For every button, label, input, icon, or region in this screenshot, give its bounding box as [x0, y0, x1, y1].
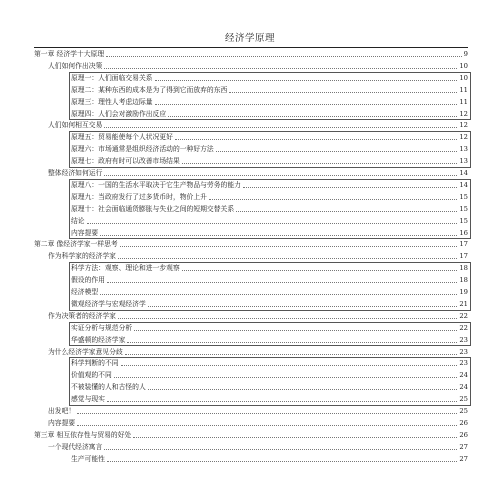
toc-entry-page: 24 — [459, 371, 468, 380]
toc-entry-title: 原理九：当政府发行了过多货币时，物价上升 — [71, 192, 207, 201]
toc-dot-leader — [77, 425, 457, 426]
toc-entry-page: 11 — [459, 97, 468, 106]
toc-entry-page: 12 — [459, 133, 468, 142]
toc-entry[interactable] — [48, 168, 468, 178]
toc-entry-title: 感觉与现实 — [71, 395, 105, 404]
toc-entry-page: 12 — [459, 109, 468, 118]
toc-entry-page: 15 — [459, 216, 468, 225]
toc-entry[interactable] — [48, 406, 468, 416]
toc-entry-page: 11 — [459, 85, 468, 94]
toc-entry-title: 内容提要 — [71, 228, 99, 237]
toc-entry-title: 原理八：一国的生活水平取决于它生产物品与劳务的能力 — [71, 180, 241, 189]
toc-dot-leader — [77, 413, 457, 414]
toc-entry-page: 10 — [459, 73, 468, 82]
toc-dot-leader — [104, 68, 457, 69]
toc-entry-page: 21 — [459, 299, 468, 308]
toc-dot-leader — [125, 354, 458, 355]
header-rule — [34, 47, 468, 48]
toc-entry-title: 原理二：某种东西的成本是为了得到它而放弃的东西 — [71, 85, 228, 94]
toc-entry-page: 13 — [459, 145, 468, 154]
toc-entry[interactable] — [71, 454, 468, 464]
toc-entry-page: 17 — [459, 240, 468, 249]
toc-entry-page: 17 — [459, 252, 468, 261]
toc-entry-title: 结论 — [71, 216, 85, 225]
toc-entry[interactable] — [48, 311, 468, 321]
toc-entry-title: 原理四：人们会对激励作出反应 — [71, 109, 167, 118]
toc-entry-title: 原理三：理性人考虑边际量 — [71, 97, 153, 106]
toc-entry-page: 24 — [459, 383, 468, 392]
toc-entry-title: 经济模型 — [71, 288, 99, 296]
toc-entry-page: 14 — [459, 169, 468, 177]
toc-group-frame — [69, 131, 471, 168]
toc-entry[interactable] — [48, 251, 468, 261]
toc-entry-title: 作为科学家的经济学家 — [48, 252, 116, 261]
toc-entry-title: 假设的作用 — [71, 276, 105, 285]
toc-entry-page: 25 — [459, 395, 468, 404]
document-title: 经济学原理 — [224, 33, 275, 44]
toc-entry-title: 出发吧！ — [48, 407, 76, 415]
toc-group-frame — [69, 357, 471, 406]
toc-entry-page: 22 — [459, 311, 468, 320]
toc-entry[interactable] — [34, 430, 468, 440]
toc-entry[interactable] — [34, 49, 468, 59]
toc-entry-page: 18 — [459, 264, 468, 273]
toc-entry-title: 原理十：社会面临通货膨胀与失业之间的短期交替关系 — [71, 204, 235, 213]
toc-entry-page: 23 — [459, 347, 468, 356]
toc-entry-title: 价值观的不同 — [71, 371, 112, 380]
toc-entry-page: 27 — [459, 454, 468, 463]
toc-dot-leader — [104, 175, 457, 176]
toc-entry-page: 23 — [459, 335, 468, 344]
toc-entry-page: 14 — [459, 180, 468, 189]
toc-entry-title: 整体经济如何运行 — [48, 169, 103, 177]
toc-dot-leader — [133, 437, 457, 438]
toc-dot-leader — [104, 449, 457, 450]
toc-group-frame — [69, 179, 471, 240]
toc-entry-title: 实证分析与规范分析 — [71, 323, 133, 332]
toc-dot-leader — [118, 318, 457, 319]
toc-entry-title: 生产可能性 — [71, 454, 105, 463]
toc-entry-title: 原理五：贸易能使每个人状况更好 — [71, 133, 173, 142]
toc-entry-page: 26 — [459, 430, 468, 439]
toc-entry-page: 26 — [459, 418, 468, 427]
toc-entry-title: 不被装懂的人和古怪的人 — [71, 383, 146, 392]
toc-entry-page: 27 — [459, 442, 468, 451]
toc-entry[interactable] — [34, 239, 468, 249]
toc-dot-leader — [118, 258, 457, 259]
toc-entry-page: 12 — [459, 121, 468, 130]
toc-entry[interactable] — [48, 418, 468, 428]
toc-entry-title: 原理六：市场通常是组织经济活动的一种好方法 — [71, 145, 214, 154]
toc-entry[interactable] — [48, 442, 468, 452]
toc-entry-title: 人们如何相互交易 — [48, 121, 103, 130]
toc-entry-title: 一个现代经济寓言 — [48, 442, 103, 451]
toc-entry-page: 25 — [459, 407, 468, 415]
toc-dot-leader — [106, 56, 462, 57]
toc-group-frame — [69, 72, 471, 121]
toc-entry-title: 人们如何作出决策 — [48, 61, 103, 70]
toc-entry-title: 科学判断的不同 — [71, 359, 119, 368]
toc-entry-page: 16 — [459, 228, 468, 237]
toc-entry-page: 23 — [459, 359, 468, 368]
toc-entry-page: 15 — [459, 192, 468, 201]
toc-group-frame — [69, 262, 471, 311]
toc-entry-title: 第三章 相互依存性与贸易的好处 — [34, 430, 132, 439]
toc-entry-title: 作为决策者的经济学家 — [48, 311, 116, 320]
toc-entry-title: 第一章 经济学十大原理 — [34, 50, 105, 58]
toc-entry-title: 科学方法：观察、理论和进一步观察 — [71, 264, 180, 273]
toc-group-frame — [69, 322, 471, 347]
toc-entry-title: 为什么经济学家意见分歧 — [48, 347, 123, 356]
toc-dot-leader — [107, 461, 457, 462]
toc-entry-title: 内容提要 — [48, 418, 76, 427]
toc-entry[interactable] — [48, 61, 468, 71]
toc-entry[interactable] — [48, 347, 468, 357]
toc-dot-leader — [104, 127, 457, 128]
toc-entry-page: 10 — [459, 61, 468, 70]
toc-entry-title: 第二章 像经济学家一样思考 — [34, 240, 118, 249]
toc-entry-page: 9 — [463, 50, 468, 58]
toc-entry-page: 22 — [459, 323, 468, 332]
toc-entry-title: 原理七：政府有时可以改善市场结果 — [71, 157, 180, 166]
toc-entry[interactable] — [48, 120, 468, 130]
toc-entry-title: 华盛顿的经济学家 — [71, 335, 126, 344]
toc-dot-leader — [120, 246, 458, 247]
toc-entry-page: 13 — [459, 157, 468, 166]
toc-entry-page: 18 — [459, 276, 468, 285]
toc-entry-title: 原理一：人们面临交易关系 — [71, 73, 153, 82]
toc-entry-page: 19 — [459, 288, 468, 296]
toc-entry-title: 微观经济学与宏观经济学 — [71, 299, 146, 308]
toc-entry-page: 15 — [459, 204, 468, 213]
